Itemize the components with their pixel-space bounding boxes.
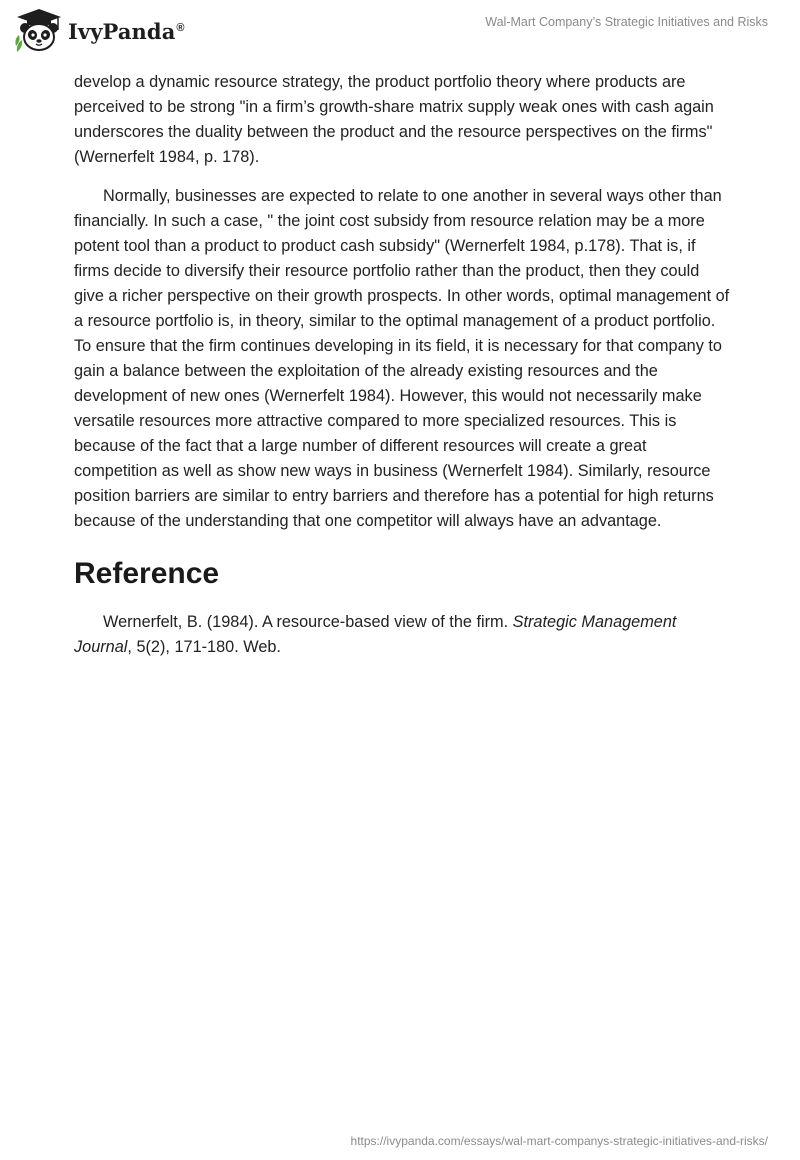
reference-heading: Reference: [74, 557, 220, 590]
body-paragraph: Normally, businesses are expected to relate to one another in several ways other than financially. In such a case, " the joint cost subsidy from resource relation may be a more potent tool than a product to product cash subsidy" (Wernerfelt 1984, p.178). That is, if firms decide to diversify their resource portfolio rather than the product, then they could give a richer perspective on their growth prospects. In other words, optimal management of a resource portfolio is, in theory, similar to the optimal management of a product portfolio. To ensure that the firm continues developing in its field, it is necessary for that company to gain a balance between the exploitation of the already existing resources and the development of new ones (Wernerfelt 1984). However, this would not necessarily make versatile resources more attractive compared to more specialized resources. This is because of the fact that a large number of different resources will create a great competition as well as show new ways in business (Wernerfelt 1984). Similarly, resource position barriers are similar to entry barriers and therefore has a potential for high returns because of the understanding that one competitor will always have an advantage.: [74, 187, 730, 530]
document-title: Wal-Mart Company’s Strategic Initiatives and Risks: [485, 15, 768, 29]
body-paragraph: develop a dynamic resource strategy, the product portfolio theory where products are perceived to be strong "in a firm’s growth-share matrix supply weak ones with cash again underscores the duality between the product and the resource perspectives on the firms" (Wernerfelt 1984, p. 178).: [74, 73, 714, 166]
panda-graduate-icon: [14, 8, 64, 54]
registered-mark: ®: [176, 21, 185, 34]
essay-content: [74, 70, 730, 660]
page-header: [0, 0, 800, 60]
reference-authors-title: Wernerfelt, B. (1984). A resource-based view of the firm.: [103, 613, 513, 631]
ivypanda-logo[interactable]: [14, 8, 185, 54]
reference-details: , 5(2), 171-180. Web.: [127, 638, 281, 656]
brand-name: IvyPanda®: [68, 18, 185, 44]
reference-entry: [74, 610, 730, 660]
source-url[interactable]: https://ivypanda.com/essays/wal-mart-companys-strategic-initiatives-and-risks/: [350, 1134, 768, 1148]
reference-journal: Strategic Management Journal: [74, 613, 677, 656]
